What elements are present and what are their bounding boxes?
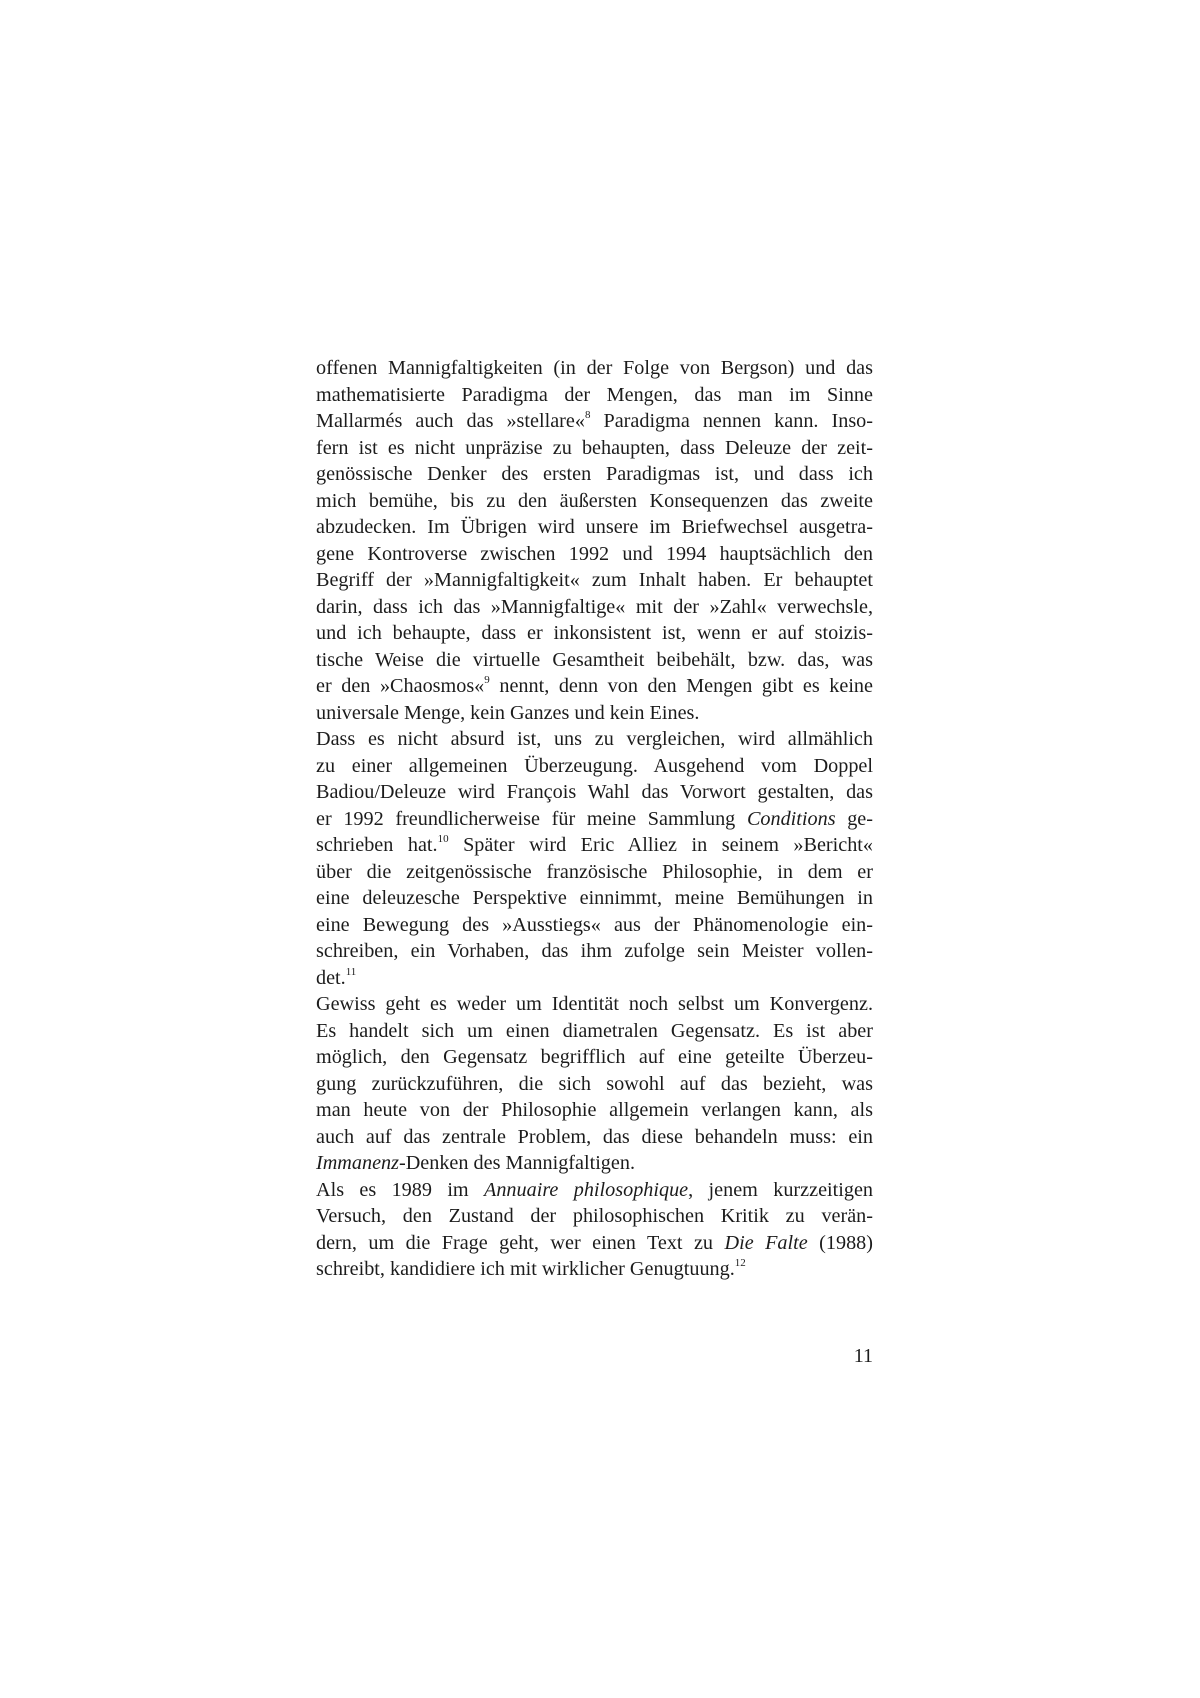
text-segment: Begriff der »Mannigfaltigkeit« zum Inhalt haben. Er behauptet (316, 569, 873, 591)
text-line (316, 408, 873, 435)
text-line (316, 832, 873, 859)
text-line (316, 779, 873, 806)
text-line (316, 620, 873, 647)
text-line (316, 435, 873, 462)
italic-text: Immanenz (316, 1152, 399, 1174)
text-segment: Mallarmés auch das »stellare« (316, 410, 585, 432)
italic-text: Die Falte (724, 1231, 808, 1254)
text-line (316, 991, 873, 1018)
text-line (316, 567, 873, 594)
text-line (316, 1203, 873, 1230)
text-line (316, 1150, 873, 1177)
text-line (316, 859, 873, 886)
text-segment: dern, um die Frage geht, wer einen Text zu (316, 1231, 725, 1254)
text-segment: universale Menge, kein Ganzes und kein Eines. (316, 701, 700, 724)
text-segment: (1988) (807, 1231, 873, 1254)
footnote-marker: 11 (345, 965, 357, 978)
footnote-marker: 10 (437, 833, 449, 845)
text-line (316, 673, 873, 700)
text-line (316, 753, 873, 780)
text-segment: Gewiss geht es weder um Identität noch selbst um Konvergenz. (316, 993, 873, 1015)
footnote-marker: 8 (584, 409, 591, 421)
italic-text: Conditions (746, 807, 836, 830)
text-segment: ge- (835, 807, 873, 830)
text-line (316, 912, 873, 939)
text-segment: eine deleuzesche Perspektive einnimmt, meine Bemühungen in (316, 887, 873, 909)
text-line (316, 1097, 873, 1124)
text-segment: Es handelt sich um einen diametralen Gegensatz. Es ist aber (316, 1019, 873, 1042)
footnote-marker: 12 (734, 1257, 746, 1269)
text-line (316, 355, 873, 382)
text-segment: schreibt, kandidiere ich mit wirklicher Genugtuung. (316, 1258, 735, 1280)
text-line (316, 488, 873, 515)
text-segment: Badiou/Deleuze wird François Wahl das Vorwort gestalten, das (316, 781, 873, 803)
text-segment: auch auf das zentrale Problem, das diese behandeln muss: ein (316, 1125, 873, 1148)
text-line (316, 541, 873, 568)
text-segment: -Denken des Mannigfaltigen. (398, 1152, 635, 1174)
text-line (316, 700, 873, 727)
text-segment: det. (316, 966, 346, 989)
text-segment: nennt, denn von den Mengen gibt es keine (489, 675, 873, 697)
text-line (316, 938, 873, 965)
text-segment: Versuch, den Zustand der philosophischen Kritik zu verän- (316, 1205, 873, 1227)
text-line (316, 806, 873, 833)
text-segment: mich bemühe, bis zu den äußersten Konsequenzen das zweite (316, 489, 873, 512)
text-segment: möglich, den Gegensatz begrifflich auf eine geteilte Überzeu- (316, 1046, 873, 1068)
text-segment: er den »Chaosmos« (316, 675, 485, 697)
text-segment: gung zurückzuführen, die sich sowohl auf das bezieht, was (316, 1072, 873, 1095)
text-segment: Dass es nicht absurd ist, uns zu vergleichen, wird allmählich (316, 728, 873, 750)
text-segment: und ich behaupte, dass er inkonsistent ist, wenn er auf stoizis- (316, 622, 873, 644)
footnote-marker: 9 (484, 674, 490, 686)
text-segment: man heute von der Philosophie allgemein verlangen kann, als (316, 1099, 873, 1121)
text-line (316, 461, 873, 488)
text-line (316, 382, 873, 409)
text-segment: tische Weise die virtuelle Gesamtheit beibehält, bzw. das, was (316, 648, 873, 671)
italic-text: Annuaire philosophique (484, 1178, 689, 1201)
text-segment: fern ist es nicht unpräzise zu behaupten, dass Deleuze der zeit- (316, 436, 873, 459)
text-segment: darin, dass ich das »Mannigfaltige« mit der »Zahl« verwechsle, (316, 595, 873, 618)
text-segment: schreiben, ein Vorhaben, das ihm zufolge sein Meister vollen- (316, 940, 873, 962)
text-segment: gene Kontroverse zwischen 1992 und 1994 hauptsächlich den (316, 542, 873, 565)
text-line (316, 1018, 873, 1045)
text-segment: mathematisierte Paradigma der Mengen, das man im Sinne (316, 383, 873, 406)
text-line (316, 1177, 873, 1204)
text-segment: Später wird Eric Alliez in seinem »Bericht« (448, 834, 874, 856)
text-segment: Paradigma nennen kann. Inso- (590, 410, 873, 432)
text-segment: eine Bewegung des »Ausstiegs« aus der Phänomenologie ein- (316, 913, 873, 936)
text-line (316, 1044, 873, 1071)
page-number: 11 (853, 1345, 873, 1367)
text-segment: zu einer allgemeinen Überzeugung. Ausgehend vom Doppel (316, 754, 873, 777)
text-segment: über die zeitgenössische französische Philosophie, in dem er (316, 860, 873, 883)
text-segment: offenen Mannigfaltigkeiten (in der Folge von Bergson) und das (316, 357, 873, 379)
text-line (316, 514, 873, 541)
text-line (316, 726, 873, 753)
body-text (316, 355, 873, 1283)
text-segment: genössische Denker des ersten Paradigmas ist, und dass ich (316, 463, 873, 485)
text-line (316, 1256, 873, 1283)
text-line (316, 647, 873, 674)
text-segment: schrieben hat. (316, 834, 438, 856)
text-segment: Als es 1989 im (316, 1178, 484, 1201)
text-segment: , jenem kurzzeitigen (688, 1178, 874, 1201)
text-line (316, 885, 873, 912)
text-line (316, 594, 873, 621)
text-segment: abzudecken. Im Übrigen wird unsere im Briefwechsel ausgetra- (316, 516, 873, 538)
text-line (316, 965, 873, 992)
text-line (316, 1071, 873, 1098)
text-segment: er 1992 freundlicherweise für meine Sammlung (316, 807, 747, 830)
text-line (316, 1124, 873, 1151)
text-line (316, 1230, 873, 1257)
